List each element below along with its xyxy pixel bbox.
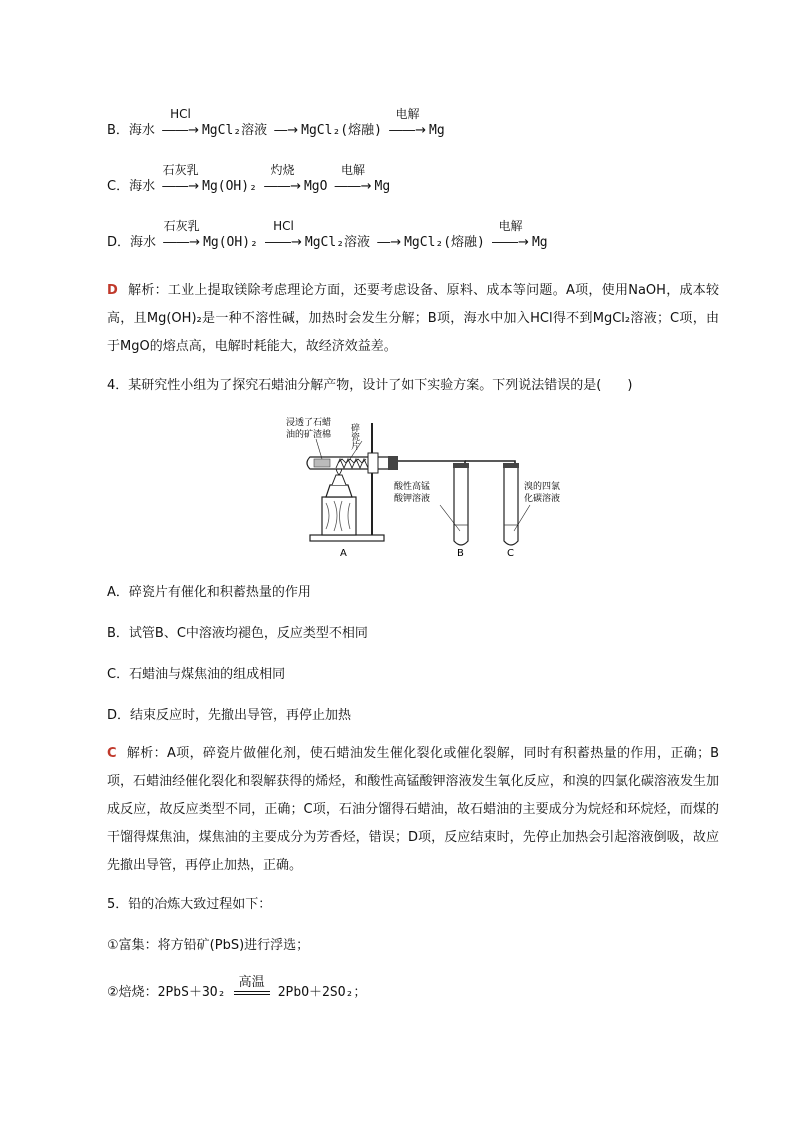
reactants: 2PbS＋3O₂ (157, 985, 226, 1000)
label-kmno4-2: 酸钾溶液 (394, 494, 431, 504)
arrow-condition: 电解 (498, 219, 523, 233)
substance: MgCl₂(熔融) (404, 235, 485, 250)
option-d-label: D．海水 (107, 235, 157, 250)
answer-letter: C (107, 746, 117, 761)
explanation-text: 解析：A项，碎瓷片做催化剂，使石蜡油发生催化裂化或催化裂解，同时有积蓄热量的作用，正确；B项，石蜡油经催化裂化和裂解获得的烯烃，和酸性高锰酸钾溶液发生氧化反应，和溴的四氯化碳溶液发生加成反应，故反应类型不同，正确；C项，石油分馏得石蜡油，故石蜡油的主要成分为烷烃和环烷烃，而煤的干馏得煤焦油，煤焦油的主要成分为芳香烃，错误；D项，反应结束时，先停止加热会引起溶液倒吸，故应先撤出导管，再停止加热，正确。 (107, 746, 719, 873)
substance: MgCl₂溶液 (201, 123, 268, 138)
test-tube-b (453, 463, 469, 545)
reaction-arrow: 石灰乳 ――→ (163, 219, 201, 250)
arrow-condition: 石灰乳 (162, 163, 199, 177)
reaction-arrow: ―→ (274, 123, 299, 138)
alcohol-lamp (326, 485, 352, 497)
experiment-apparatus-figure (280, 413, 570, 563)
arrow-condition: 石灰乳 (163, 219, 200, 233)
label-kmno4-1: 酸性高锰 (394, 482, 431, 492)
tag-c: C (507, 548, 514, 559)
q5-step-1: ①富集：将方铅矿(PbS)进行浮选； (107, 938, 310, 953)
option-d-line (107, 219, 548, 252)
question-4-stem: 4．某研究性小组为了探究石蜡油分解产物，设计了如下实验方案。下列说法错误的是( ) (107, 378, 633, 393)
mineral-wool (314, 459, 330, 467)
option-b-label: B．海水 (107, 123, 155, 138)
step-label: ②焙烧： (107, 985, 158, 1000)
answer-explanation-3 (107, 277, 719, 361)
reaction-arrow: HCl ――→ (265, 219, 302, 250)
reaction-arrow: 电解 ――→ (492, 219, 529, 250)
reaction-arrow: ―→ (377, 235, 402, 250)
answer-letter: D (107, 283, 118, 298)
equals-sign-with-condition (234, 974, 270, 995)
option-c-line (107, 163, 391, 196)
substance: Mg(OH)₂ (202, 179, 257, 194)
substance: MgCl₂(熔融) (301, 123, 382, 138)
substance: Mg (429, 123, 445, 138)
products: 2PbO＋2SO₂； (277, 985, 367, 1000)
q4-option-c: C．石蜡油与煤焦油的组成相同 (107, 667, 286, 682)
substance: MgO (303, 179, 328, 194)
tag-a: A (340, 548, 347, 559)
arrow-condition: HCl (170, 107, 191, 121)
clamp (368, 453, 378, 473)
q4-option-d: D．结束反应时，先撤出导管，再停止加热 (107, 708, 352, 723)
q4-option-b: B．试管B、C中溶液均褪色，反应类型不相同 (107, 626, 368, 641)
reaction-arrow: HCl ――→ (162, 107, 199, 138)
reaction-arrow: 灼烧 ――→ (264, 163, 301, 194)
substance: Mg(OH)₂ (203, 235, 258, 250)
label-bromine-1: 溴的四氯 (524, 482, 561, 492)
reaction-arrow: 电解 ――→ (389, 107, 426, 138)
label-porcelain: 碎瓷片 (349, 423, 359, 450)
substance: MgCl₂溶液 (304, 235, 371, 250)
label-mineral-wool-1: 浸透了石蜡 (286, 418, 332, 428)
option-b-line (107, 107, 445, 140)
arrow-condition: 电解 (341, 163, 366, 177)
label-bromine-2: 化碳溶液 (524, 494, 561, 504)
explanation-text: 解析：工业上提取镁除考虑理论方面，还要考虑设备、原料、成本等问题。A项，使用NaOH，成本较高，且Mg(OH)₂是一种不溶性碱，加热时会发生分解；B项，海水中加入HCl得不到MgCl₂溶液；C项，由于MgO的熔点高，电解时耗能大，故经济效益差。 (107, 283, 719, 354)
stopper (388, 456, 398, 470)
substance: Mg (531, 235, 548, 250)
reaction-tube (307, 456, 398, 470)
label-mineral-wool-2: 油的矿渣棉 (286, 430, 332, 440)
reaction-condition: 高温 (238, 974, 265, 990)
arrow-condition: 电解 (395, 107, 420, 121)
q5-step-2 (107, 974, 367, 1002)
lamp-block (322, 497, 356, 535)
substance: Mg (374, 179, 391, 194)
arrow-condition: HCl (273, 219, 294, 233)
question-5-stem: 5．铅的冶炼大致过程如下： (107, 897, 272, 912)
option-c-label: C．海水 (107, 179, 156, 194)
stand-base (310, 535, 384, 541)
arrow-condition: 灼烧 (270, 163, 295, 177)
reaction-arrow: 石灰乳 ――→ (162, 163, 200, 194)
reaction-arrow: 电解 ――→ (334, 163, 372, 194)
test-tube-c (503, 463, 519, 545)
answer-explanation-4 (107, 740, 719, 880)
q4-option-a: A．碎瓷片有催化和积蓄热量的作用 (107, 585, 311, 600)
tag-b: B (457, 548, 464, 559)
